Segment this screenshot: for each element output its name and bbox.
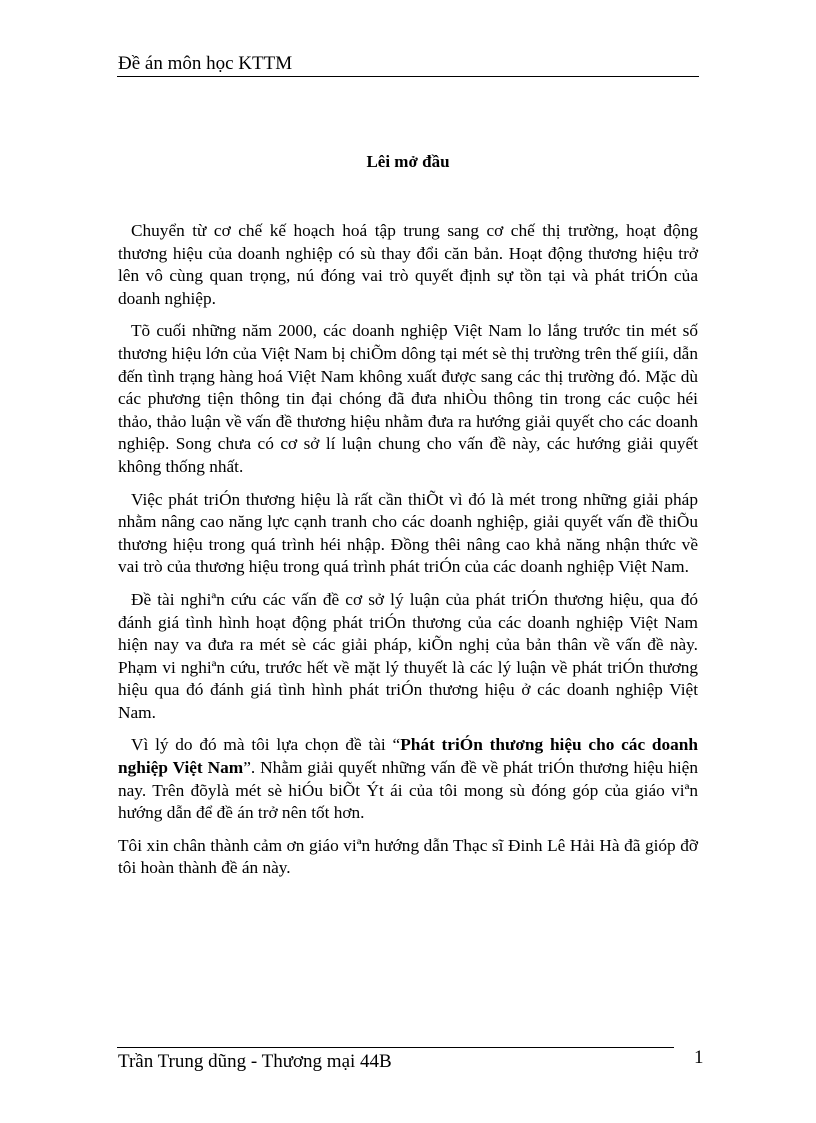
paragraph-4: Đề tài nghiªn cứu các vấn đề cơ sở lý luận của phát triÓn thương hiệu, qua đó đánh giá tình hình hoạt động phát triÓn thương của các doanh nghiệp Việt Nam hiện nay va đưa ra mét sè các giải pháp, kiÕn nghị của bản thân về vấn đề này. Phạm vi nghiªn cứu, trước hết về mặt lý thuyết là các lý luận về phát triÓn thương hiệu qua đó đánh giá tình hình phát triÓn thương hiệu ở các doanh nghiệp Việt Nam. <box>118 589 698 722</box>
paragraph-5-lead: Vì lý do đó mà tôi lựa chọn đề tài “ <box>131 735 401 755</box>
page-footer: Trần Trung dũng - Thương mại 44B <box>118 1051 392 1072</box>
page-header: Đề án môn học KTTM <box>118 53 293 74</box>
header-divider <box>117 76 699 77</box>
thesis-title: Phát triÓn thương hiệu cho các doanh nghiệp Việt Nam <box>118 735 699 778</box>
paragraph-5-tail: ”. Nhằm giải quyết những vấn đề về phát triÓn thương hiệu hiện nay. Trên đõylà mét sè hiÓu biÕt Ýt ái của tôi mong sù đóng góp của giáo viªn hướng dẫn để đề án trở nên tốt hơn. <box>118 758 698 823</box>
paragraph-2: Tõ cuối những năm 2000, các doanh nghiệp Việt Nam lo lắng trước tin mét số thương hiệu lớn của Việt Nam bị chiÕm dông tại mét sè thị trường trên thế giíi, dẫn đến tình trạng hàng hoá Việt Nam không xuất được sang các thị trường đó. Mặc dù các phương tiện thông tin đại chóng đã đưa nhiÒu thông tin trong các cuộc héi thảo, thảo luận về vấn đề thương hiệu nhằm đưa ra hướng giải quyết cho các doanh nghiệp. Song chưa có cơ sở lí luận chung cho vấn đề này, các hướng giải quyết không thống nhất. <box>118 321 698 476</box>
section-heading: Lêi mở đầu <box>366 152 450 171</box>
paragraph-3: Việc phát triÓn thương hiệu là rất cần thiÕt vì đó là mét trong những giải pháp nhằm nâng cao năng lực cạnh tranh cho các doanh nghiệp, giải quyết vấn đề thiÕu thương hiệu trong quá trình héi nhập. Đồng thêi nâng cao khả năng nhận thức về vai trò của thương hiệu trong quá trình phát triÓn của các doanh nghiệp Việt Nam. <box>118 489 698 577</box>
footer-divider <box>117 1047 674 1048</box>
page-number: 1 <box>694 1047 704 1068</box>
paragraph-5 <box>118 734 698 824</box>
paragraph-6: Tôi xin chân thành cảm ơn giáo viªn hướng dẫn Thạc sĩ Đinh Lê Hải Hà đã gióp đỡ tôi hoàn thành đề án này. <box>118 835 698 878</box>
paragraph-1: Chuyển từ cơ chế kế hoạch hoá tập trung sang cơ chế thị trường, hoạt động thương hiệu của doanh nghiệp có sù thay đổi căn bản. Hoạt động thương hiệu trở lên vô cùng quan trọng, nú đóng vai trò quyết định sự tồn tại và phát triÓn của doanh nghiệp. <box>118 221 698 308</box>
body-text <box>118 220 698 890</box>
